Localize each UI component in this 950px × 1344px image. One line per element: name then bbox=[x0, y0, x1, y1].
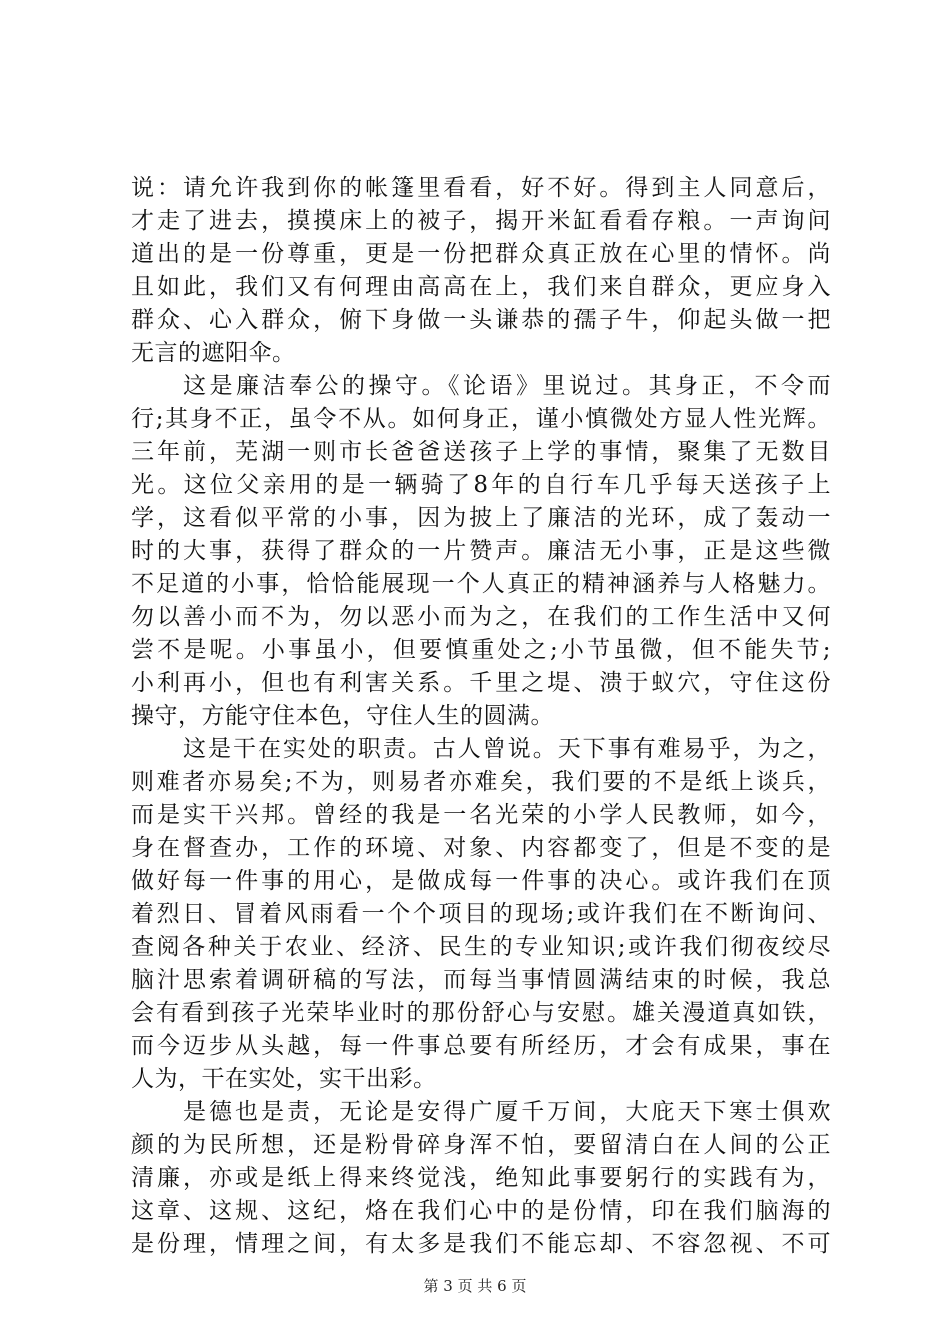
text-line: 是德也是责，无论是安得广厦千万间，大庇天下寒士俱欢 bbox=[183, 1099, 831, 1125]
text-line: 查阅各种关于农业、经济、民生的专业知识;或许我们彻夜绞尽 bbox=[131, 934, 831, 960]
text-line: 会有看到孩子光荣毕业时的那份舒心与安慰。雄关漫道真如铁， bbox=[131, 1000, 831, 1026]
text-line: 三年前，芜湖一则市长爸爸送孩子上学的事情，聚集了无数目 bbox=[131, 439, 831, 465]
text-line: 则难者亦易矣;不为，则易者亦难矣，我们要的不是纸上谈兵， bbox=[131, 769, 831, 795]
text-line: 着烈日、冒着风雨看一个个项目的现场;或许我们在不断询问、 bbox=[131, 901, 831, 927]
text-line: 操守，方能守住本色，守住人生的圆满。 bbox=[131, 703, 554, 729]
text-line: 清廉，亦或是纸上得来终觉浅，绝知此事要躬行的实践有为， bbox=[131, 1165, 831, 1191]
text-line: 时的大事，获得了群众的一片赞声。廉洁无小事，正是这些微 bbox=[131, 538, 831, 564]
text-line: 这章、这规、这纪，烙在我们心中的是份情，印在我们脑海的 bbox=[131, 1198, 831, 1224]
text-line: 且如此，我们又有何理由高高在上，我们来自群众，更应身入 bbox=[131, 274, 831, 300]
text-line: 这是廉洁奉公的操守。《论语》里说过。其身正，不令而 bbox=[183, 373, 831, 399]
text-line: 不足道的小事，恰恰能展现一个人真正的精神涵养与人格魅力。 bbox=[131, 571, 831, 597]
text-line: 做好每一件事的用心，是做成每一件事的决心。或许我们在顶 bbox=[131, 868, 831, 894]
text-line: 行;其身不正，虽令不从。如何身正，谨小慎微处方显人性光辉。 bbox=[131, 406, 831, 432]
text-line: 才走了进去，摸摸床上的被子，揭开米缸看看存粮。一声询问 bbox=[131, 208, 831, 234]
body-text bbox=[131, 172, 831, 1261]
text-line: 群众、心入群众，俯下身做一头谦恭的孺子牛，仰起头做一把 bbox=[131, 307, 831, 333]
text-line: 脑汁思索着调研稿的写法，而每当事情圆满结束的时候，我总 bbox=[131, 967, 831, 993]
text-line: 而今迈步从头越，每一件事总要有所经历，才会有成果，事在 bbox=[131, 1033, 831, 1059]
text-line: 颜的为民所想，还是粉骨碎身浑不怕，要留清白在人间的公正 bbox=[131, 1132, 831, 1158]
text-line: 人为，干在实处，实干出彩。 bbox=[131, 1066, 437, 1092]
text-line: 无言的遮阳伞。 bbox=[131, 340, 296, 366]
text-line: 说：请允许我到你的帐篷里看看，好不好。得到主人同意后， bbox=[131, 175, 831, 201]
text-line: 小利再小，但也有利害关系。千里之堤、溃于蚁穴，守住这份 bbox=[131, 670, 831, 696]
page-footer: 第 3 页 共 6 页 bbox=[423, 1277, 527, 1295]
text-line: 光。这位父亲用的是一辆骑了8年的自行车几乎每天送孩子上 bbox=[131, 472, 831, 498]
text-line: 道出的是一份尊重，更是一份把群众真正放在心里的情怀。尚 bbox=[131, 241, 831, 267]
text-line: 这是干在实处的职责。古人曾说。天下事有难易乎，为之， bbox=[183, 736, 831, 762]
text-line: 勿以善小而不为，勿以恶小而为之，在我们的工作生活中又何 bbox=[131, 604, 831, 630]
text-line: 学，这看似平常的小事，因为披上了廉洁的光环，成了轰动一 bbox=[131, 505, 831, 531]
text-line: 是份理，情理之间，有太多是我们不能忘却、不容忽视、不可 bbox=[131, 1231, 831, 1257]
text-line: 而是实干兴邦。曾经的我是一名光荣的小学人民教师，如今， bbox=[131, 802, 831, 828]
text-line: 身在督查办，工作的环境、对象、内容都变了，但是不变的是 bbox=[131, 835, 831, 861]
text-line: 尝不是呢。小事虽小，但要慎重处之;小节虽微，但不能失节; bbox=[131, 637, 831, 663]
